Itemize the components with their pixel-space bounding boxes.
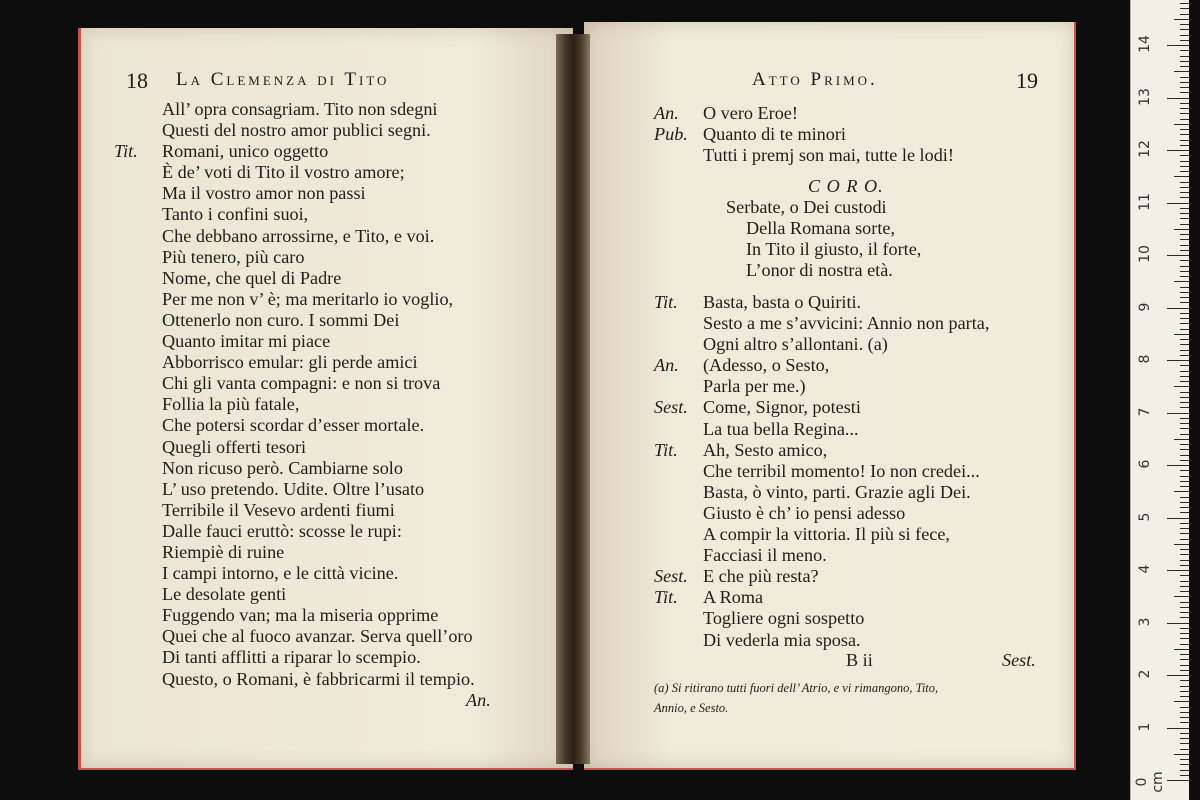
ruler-tick bbox=[1180, 50, 1189, 51]
ruler-tick bbox=[1180, 749, 1189, 750]
ruler-tick bbox=[1180, 276, 1189, 277]
text-line bbox=[654, 145, 1054, 166]
ruler-tick bbox=[1180, 455, 1189, 456]
ruler-tick bbox=[1180, 470, 1189, 471]
ruler-tick bbox=[1180, 581, 1189, 582]
ruler-tick bbox=[1180, 119, 1189, 120]
ruler-tick bbox=[1180, 297, 1189, 298]
text-line bbox=[114, 437, 534, 458]
ruler-tick bbox=[1180, 108, 1189, 109]
text-line bbox=[114, 289, 534, 310]
ruler-tick bbox=[1180, 371, 1189, 372]
ruler-tick bbox=[1167, 675, 1189, 676]
ruler-tick bbox=[1180, 355, 1189, 356]
verse-text: A Roma bbox=[703, 587, 764, 608]
ruler-tick bbox=[1180, 113, 1189, 114]
ruler-tick bbox=[1180, 444, 1189, 445]
ruler-tick bbox=[1180, 129, 1189, 130]
verse-text: Di tanti afflitti a riparar lo scempio. bbox=[162, 647, 421, 668]
ruler-tick bbox=[1180, 565, 1189, 566]
ruler-number bbox=[1137, 0, 1153, 4]
ruler-number: 11 bbox=[1137, 192, 1153, 211]
ruler-tick bbox=[1180, 271, 1189, 272]
ruler-tick bbox=[1174, 596, 1189, 597]
ruler-tick bbox=[1180, 696, 1189, 697]
ruler-tick bbox=[1180, 381, 1189, 382]
ruler-tick bbox=[1180, 66, 1189, 67]
ruler-tick bbox=[1174, 386, 1189, 387]
ruler-tick bbox=[1180, 775, 1189, 776]
ruler-tick bbox=[1180, 218, 1189, 219]
ruler-tick bbox=[1180, 392, 1189, 393]
ruler-tick bbox=[1180, 8, 1189, 9]
ruler-tick bbox=[1180, 638, 1189, 639]
ruler-tick bbox=[1180, 423, 1189, 424]
ruler-tick bbox=[1180, 376, 1189, 377]
ruler-tick bbox=[1174, 124, 1189, 125]
verse-text: Per me non v’ è; ma meritarlo io voglio, bbox=[162, 288, 454, 309]
ruler-tick bbox=[1180, 161, 1189, 162]
ruler-tick bbox=[1180, 350, 1189, 351]
chorus-line: L’onor di nostra età. bbox=[746, 260, 893, 281]
ruler-tick bbox=[1167, 465, 1189, 466]
text-line bbox=[654, 103, 1054, 124]
verse-text: Questo, o Romani, è fabbricarmi il tempio. bbox=[162, 668, 475, 689]
verse-text: La tua bella Regina... bbox=[703, 418, 859, 439]
ruler-tick bbox=[1180, 40, 1189, 41]
left-page-number: 18 bbox=[126, 68, 148, 93]
ruler-tick bbox=[1180, 234, 1189, 235]
ruler-number: 2 bbox=[1137, 669, 1153, 679]
verse-text: Chi gli vanta compagni: e non si trova bbox=[162, 373, 441, 394]
ruler-tick bbox=[1180, 738, 1189, 739]
ruler-tick bbox=[1180, 560, 1189, 561]
ruler-tick bbox=[1180, 722, 1189, 723]
ruler-tick bbox=[1180, 192, 1189, 193]
ruler-tick bbox=[1174, 334, 1189, 335]
ruler-tick bbox=[1180, 266, 1189, 267]
ruler-tick bbox=[1180, 554, 1189, 555]
measuring-ruler bbox=[1130, 0, 1189, 800]
ruler-tick bbox=[1180, 365, 1189, 366]
speaker-label: Sest. bbox=[654, 566, 688, 587]
footnote bbox=[654, 678, 1054, 718]
ruler-tick bbox=[1167, 413, 1189, 414]
ruler-tick bbox=[1180, 323, 1189, 324]
verse-text: Le desolate genti bbox=[162, 584, 287, 605]
verse-text: Dalle fauci eruttò: scosse le rupi: bbox=[162, 520, 402, 541]
text-line bbox=[654, 566, 1054, 587]
text-line bbox=[114, 479, 534, 500]
verse-text: Tanto i confini suoi, bbox=[162, 204, 309, 225]
text-line bbox=[654, 482, 1054, 503]
ruler-tick bbox=[1180, 628, 1189, 629]
ruler-tick bbox=[1180, 476, 1189, 477]
ruler-tick bbox=[1180, 654, 1189, 655]
right-page-text bbox=[654, 292, 1054, 651]
ruler-tick bbox=[1180, 539, 1189, 540]
verse-text: Che terribil momento! Io non credei... bbox=[703, 460, 980, 481]
ruler-tick bbox=[1180, 103, 1189, 104]
text-line bbox=[114, 162, 534, 183]
ruler-tick bbox=[1180, 686, 1189, 687]
verse-text: Parla per me.) bbox=[703, 376, 806, 397]
verse-text: Abborrisco emular: gli perde amici bbox=[162, 352, 418, 373]
verse-text: Romani, unico oggetto bbox=[162, 141, 329, 162]
ruler-tick bbox=[1180, 87, 1189, 88]
verse-text: Nome, che quel di Padre bbox=[162, 267, 342, 288]
chorus-heading: C O R O. bbox=[808, 176, 884, 196]
text-line bbox=[114, 415, 534, 436]
ruler-tick bbox=[1180, 287, 1189, 288]
ruler-tick bbox=[1180, 481, 1189, 482]
text-line bbox=[654, 440, 1054, 461]
ruler-tick bbox=[1180, 155, 1189, 156]
footnote-line: Annio, e Sesto. bbox=[654, 701, 729, 715]
text-line bbox=[114, 521, 534, 542]
ruler-tick bbox=[1180, 449, 1189, 450]
verse-text: Facciasi il meno. bbox=[703, 545, 827, 566]
ruler-tick bbox=[1180, 680, 1189, 681]
text-line bbox=[114, 247, 534, 268]
ruler-tick bbox=[1180, 171, 1189, 172]
ruler-tick bbox=[1180, 691, 1189, 692]
ruler-tick bbox=[1180, 497, 1189, 498]
ruler-tick bbox=[1180, 523, 1189, 524]
ruler-tick bbox=[1174, 229, 1189, 230]
verse-text: L’ uso pretendo. Udite. Oltre l’usato bbox=[162, 478, 425, 499]
verse-text: A compir la vittoria. Il più si fece, bbox=[703, 524, 950, 545]
verse-text: Basta, basta o Quiriti. bbox=[703, 292, 862, 312]
text-line bbox=[114, 542, 534, 563]
ruler-tick bbox=[1180, 644, 1189, 645]
ruler-tick bbox=[1180, 14, 1189, 15]
ruler-tick bbox=[1180, 239, 1189, 240]
verse-text: Più tenero, più caro bbox=[162, 246, 305, 267]
verse-text: È de’ voti di Tito il vostro amore; bbox=[162, 162, 405, 183]
ruler-number: 4 bbox=[1137, 564, 1153, 574]
chorus-line: In Tito il giusto, il forte, bbox=[746, 239, 922, 260]
ruler-tick bbox=[1174, 19, 1189, 20]
ruler-tick bbox=[1180, 339, 1189, 340]
ruler-tick bbox=[1180, 707, 1189, 708]
verse-text: Ah, Sesto amico, bbox=[703, 439, 828, 460]
speaker-label: Tit. bbox=[654, 439, 678, 460]
text-line bbox=[114, 584, 534, 605]
text-line bbox=[114, 500, 534, 521]
ruler-tick bbox=[1180, 292, 1189, 293]
ruler-tick bbox=[1180, 250, 1189, 251]
ruler-tick bbox=[1180, 528, 1189, 529]
ruler-number: 6 bbox=[1137, 459, 1153, 469]
ruler-tick bbox=[1167, 45, 1189, 46]
speaker-label: An. bbox=[654, 103, 679, 123]
ruler-tick bbox=[1174, 491, 1189, 492]
ruler-number: 14 bbox=[1137, 35, 1153, 53]
speaker-label: Pub. bbox=[654, 124, 688, 145]
ruler-tick bbox=[1174, 71, 1189, 72]
ruler-tick bbox=[1180, 134, 1189, 135]
ruler-tick bbox=[1174, 544, 1189, 545]
ruler-number: 1 bbox=[1137, 722, 1153, 731]
text-line bbox=[114, 141, 534, 162]
ruler-tick bbox=[1180, 82, 1189, 83]
ruler-tick bbox=[1180, 507, 1189, 508]
text-line bbox=[654, 545, 1054, 566]
text-line bbox=[114, 626, 534, 647]
ruler-tick bbox=[1180, 56, 1189, 57]
ruler-tick bbox=[1180, 743, 1189, 744]
right-page-text-top bbox=[654, 103, 1054, 166]
text-line bbox=[654, 608, 1054, 629]
ruler-number: 7 bbox=[1137, 407, 1153, 416]
ruler-tick bbox=[1180, 428, 1189, 429]
ruler-tick bbox=[1180, 61, 1189, 62]
ruler-tick bbox=[1180, 344, 1189, 345]
ruler-tick bbox=[1180, 318, 1189, 319]
chorus-text bbox=[726, 197, 1026, 281]
ruler-tick bbox=[1180, 602, 1189, 603]
verse-text: Quanto di te minori bbox=[703, 124, 846, 145]
verse-text: Quei che al fuoco avanzar. Serva quell’oro bbox=[162, 626, 473, 647]
ruler-tick bbox=[1174, 281, 1189, 282]
verse-text: Follia la più fatale, bbox=[162, 394, 300, 415]
ruler-tick bbox=[1174, 439, 1189, 440]
ruler-tick bbox=[1174, 754, 1189, 755]
ruler-tick bbox=[1180, 260, 1189, 261]
ruler-tick bbox=[1180, 733, 1189, 734]
ruler-tick bbox=[1167, 518, 1189, 519]
text-line bbox=[114, 99, 534, 120]
ruler-tick bbox=[1180, 197, 1189, 198]
ruler-tick bbox=[1180, 486, 1189, 487]
verse-text: Ogni altro s’allontani. (a) bbox=[703, 334, 888, 355]
book-spine bbox=[556, 34, 590, 764]
ruler-tick bbox=[1174, 176, 1189, 177]
ruler-tick bbox=[1180, 460, 1189, 461]
left-page-text bbox=[114, 99, 534, 690]
ruler-number: 8 bbox=[1137, 354, 1153, 364]
ruler-tick bbox=[1180, 29, 1189, 30]
chorus-line: Della Romana sorte, bbox=[746, 218, 895, 239]
ruler-tick bbox=[1180, 717, 1189, 718]
ruler-tick bbox=[1180, 407, 1189, 408]
ruler-tick bbox=[1180, 759, 1189, 760]
ruler-tick bbox=[1180, 402, 1189, 403]
ruler-tick bbox=[1180, 434, 1189, 435]
verse-text: Tutti i premj son mai, tutte le lodi! bbox=[703, 145, 954, 166]
text-line bbox=[654, 292, 1054, 313]
ruler-tick bbox=[1180, 586, 1189, 587]
verse-text: Basta, ò vinto, parti. Grazie agli Dei. bbox=[703, 481, 971, 502]
verse-text: Di vederla mia sposa. bbox=[703, 629, 861, 650]
ruler-tick bbox=[1167, 728, 1189, 729]
ruler-tick bbox=[1167, 570, 1189, 571]
ruler-tick bbox=[1180, 35, 1189, 36]
text-line bbox=[114, 373, 534, 394]
ruler-tick bbox=[1180, 612, 1189, 613]
ruler-tick bbox=[1180, 502, 1189, 503]
ruler-tick bbox=[1180, 549, 1189, 550]
text-line bbox=[114, 563, 534, 584]
ruler-tick bbox=[1180, 591, 1189, 592]
verse-text: Quegli offerti tesori bbox=[162, 436, 307, 457]
ruler-tick bbox=[1180, 145, 1189, 146]
text-line bbox=[654, 313, 1054, 334]
ruler-tick bbox=[1180, 313, 1189, 314]
text-line bbox=[654, 503, 1054, 524]
ruler-tick bbox=[1180, 77, 1189, 78]
ruler-tick bbox=[1180, 418, 1189, 419]
ruler-tick bbox=[1167, 150, 1189, 151]
speaker-label: Tit. bbox=[654, 292, 678, 312]
ruler-tick bbox=[1167, 308, 1189, 309]
ruler-tick bbox=[1180, 533, 1189, 534]
verse-text: Quanto imitar mi piace bbox=[162, 331, 331, 352]
verse-text: Giusto è ch’ io pensi adesso bbox=[703, 502, 906, 523]
text-line bbox=[114, 394, 534, 415]
verse-text: Come, Signor, potesti bbox=[703, 397, 861, 418]
text-line bbox=[114, 268, 534, 289]
speaker-label: Tit. bbox=[654, 587, 678, 608]
ruler-tick bbox=[1180, 633, 1189, 634]
ruler-tick bbox=[1180, 245, 1189, 246]
ruler-number: 9 bbox=[1137, 302, 1153, 311]
ruler-tick bbox=[1180, 329, 1189, 330]
verse-text: Che debbano arrossirne, e Tito, e voi. bbox=[162, 225, 435, 246]
chorus-line: Serbate, o Dei custodi bbox=[726, 197, 887, 217]
ruler-tick bbox=[1180, 607, 1189, 608]
verse-text: Non ricuso però. Cambiarne solo bbox=[162, 457, 403, 478]
ruler-tick bbox=[1167, 360, 1189, 361]
verse-text: O vero Eroe! bbox=[703, 103, 798, 123]
ruler-number: 3 bbox=[1137, 617, 1153, 626]
text-line bbox=[654, 419, 1054, 440]
ruler-tick bbox=[1180, 764, 1189, 765]
ruler-tick bbox=[1180, 182, 1189, 183]
verse-text: All’ opra consagriam. Tito non sdegni bbox=[162, 99, 438, 119]
ruler-tick bbox=[1180, 213, 1189, 214]
ruler-tick bbox=[1180, 166, 1189, 167]
ruler-tick bbox=[1167, 203, 1189, 204]
ruler-tick bbox=[1180, 92, 1189, 93]
ruler-tick bbox=[1167, 780, 1189, 781]
ruler-number: 10 bbox=[1137, 245, 1153, 263]
ruler-tick bbox=[1180, 575, 1189, 576]
text-line bbox=[654, 587, 1054, 608]
right-catchword: Sest. bbox=[1002, 650, 1036, 670]
text-line bbox=[654, 334, 1054, 355]
text-line bbox=[114, 605, 534, 626]
text-line bbox=[114, 669, 534, 690]
ruler-tick bbox=[1167, 623, 1189, 624]
ruler-tick bbox=[1180, 397, 1189, 398]
left-catchword: An. bbox=[466, 690, 491, 710]
verse-text: Sesto a me s’avvicini: Annio non parta, bbox=[703, 313, 990, 334]
verse-text: Ma il vostro amor non passi bbox=[162, 183, 366, 204]
verse-text: Questi del nostro amor publici segni. bbox=[162, 120, 431, 141]
text-line bbox=[654, 376, 1054, 397]
ruler-tick bbox=[1180, 665, 1189, 666]
text-line bbox=[114, 647, 534, 668]
verse-text: (Adesso, o Sesto, bbox=[703, 355, 830, 376]
verse-text: Riempiè di ruine bbox=[162, 541, 285, 562]
ruler-unit-label: 0 cm bbox=[1134, 771, 1166, 793]
right-page-number: 19 bbox=[1016, 68, 1038, 93]
text-line bbox=[114, 331, 534, 352]
text-line bbox=[114, 310, 534, 331]
ruler-number: 13 bbox=[1137, 87, 1153, 106]
ruler-tick bbox=[1174, 649, 1189, 650]
speaker-label: An. bbox=[654, 355, 679, 376]
verse-text: Ottenerlo non curo. I sommi Dei bbox=[162, 309, 400, 330]
ruler-number: 5 bbox=[1137, 512, 1153, 521]
ruler-tick bbox=[1180, 770, 1189, 771]
text-line bbox=[654, 630, 1054, 651]
verse-text: Che potersi scordar d’esser mortale. bbox=[162, 415, 425, 436]
speaker-label: Tit. bbox=[114, 141, 138, 162]
signature-mark: B ii bbox=[846, 650, 873, 670]
ruler-tick bbox=[1167, 255, 1189, 256]
text-line bbox=[114, 183, 534, 204]
footnote-line: (a) Si ritirano tutti fuori dell’ Atrio, e vi rimangono, Tito, bbox=[654, 681, 939, 695]
right-running-head: Atto Primo. bbox=[752, 69, 878, 90]
ruler-number: 12 bbox=[1137, 140, 1153, 158]
ruler-tick bbox=[1174, 701, 1189, 702]
text-line bbox=[654, 397, 1054, 418]
ruler-tick bbox=[1180, 512, 1189, 513]
text-line bbox=[114, 458, 534, 479]
text-line bbox=[114, 226, 534, 247]
ruler-tick bbox=[1167, 98, 1189, 99]
ruler-tick bbox=[1180, 659, 1189, 660]
text-line bbox=[114, 352, 534, 373]
ruler-tick bbox=[1180, 24, 1189, 25]
speaker-label: Sest. bbox=[654, 397, 688, 418]
verse-text: E che più resta? bbox=[703, 566, 819, 587]
ruler-tick bbox=[1180, 140, 1189, 141]
text-line bbox=[654, 124, 1054, 145]
ruler-tick bbox=[1180, 187, 1189, 188]
verse-text: I campi intorno, e le città vicine. bbox=[162, 563, 399, 584]
ruler-tick bbox=[1180, 208, 1189, 209]
text-line bbox=[654, 355, 1054, 376]
ruler-tick bbox=[1180, 3, 1189, 4]
text-line bbox=[654, 461, 1054, 482]
verse-text: Terribile il Vesevo ardenti fiumi bbox=[162, 499, 395, 520]
text-line bbox=[114, 120, 534, 141]
verse-text: Fuggendo van; ma la miseria opprime bbox=[162, 605, 439, 626]
ruler-tick bbox=[1180, 670, 1189, 671]
ruler-tick bbox=[1180, 617, 1189, 618]
text-line bbox=[114, 204, 534, 225]
ruler-tick bbox=[1180, 712, 1189, 713]
ruler-tick bbox=[1180, 302, 1189, 303]
verse-text: Togliere ogni sospetto bbox=[703, 608, 865, 629]
ruler-tick bbox=[1180, 224, 1189, 225]
text-line bbox=[654, 524, 1054, 545]
left-running-head: La Clemenza di Tito bbox=[176, 69, 390, 90]
